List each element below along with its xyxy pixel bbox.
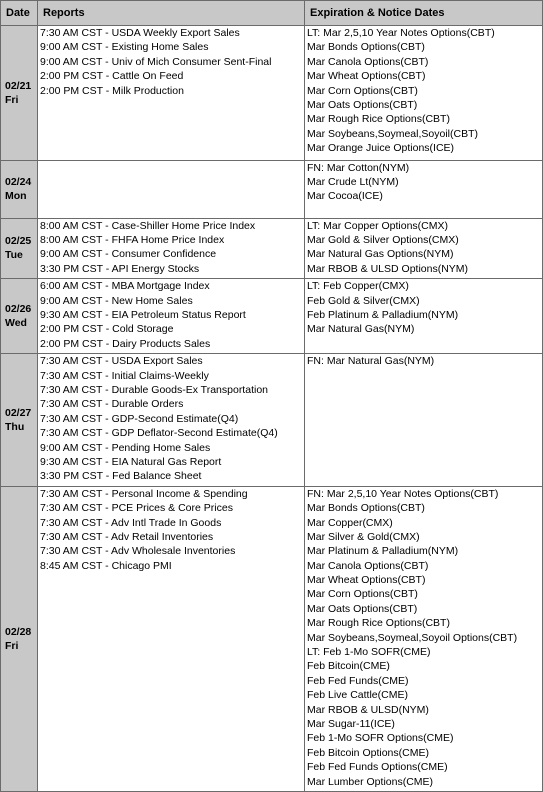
expiration-item: Feb Bitcoin(CME) <box>307 660 390 673</box>
expiration-item: Mar Soybeans,Soymeal,Soyoil(CBT) <box>307 127 478 140</box>
expiration-item: FN: Mar Natural Gas(NYM) <box>307 355 435 368</box>
expiration-item: LT: Feb 1-Mo SOFR(CME) <box>307 646 431 659</box>
reports-cell <box>38 160 305 218</box>
report-item: 2:00 PM CST - Dairy Products Sales <box>40 337 211 350</box>
report-item: 9:00 AM CST - Consumer Confidence <box>40 248 217 261</box>
report-item: 7:30 AM CST - Personal Income & Spending <box>40 487 248 500</box>
expiration-item: Mar RBOB & ULSD Options(NYM) <box>307 262 469 275</box>
report-item: 9:00 AM CST - Existing Home Sales <box>40 41 209 54</box>
day-weekday: Mon <box>5 190 27 203</box>
day-weekday: Tue <box>5 249 23 262</box>
expiration-item: Feb Live Cattle(CME) <box>307 689 408 702</box>
expiration-item: Mar Orange Juice Options(ICE) <box>307 142 455 155</box>
expiration-item: Mar Bonds Options(CBT) <box>307 502 425 515</box>
expiration-item: Mar Sugar-11(ICE) <box>307 717 395 730</box>
expiration-item: Feb Fed Funds(CME) <box>307 674 409 687</box>
day-row <box>1 279 543 354</box>
report-item: 7:30 AM CST - PCE Prices & Core Prices <box>40 502 233 515</box>
calendar-body <box>1 26 543 792</box>
expiration-item: FN: Mar 2,5,10 Year Notes Options(CBT) <box>307 487 499 500</box>
report-item: 9:30 AM CST - EIA Natural Gas Report <box>40 455 222 468</box>
report-item: 9:00 AM CST - Pending Home Sales <box>40 441 211 454</box>
report-item: 7:30 AM CST - Adv Retail Inventories <box>40 530 214 543</box>
expiration-item: Feb 1-Mo SOFR Options(CME) <box>307 732 454 745</box>
report-item: 7:30 AM CST - Durable Goods-Ex Transportation <box>40 383 268 396</box>
day-weekday: Fri <box>5 93 19 106</box>
report-item: 3:30 PM CST - API Energy Stocks <box>40 262 200 275</box>
reports-cell <box>38 26 305 161</box>
report-item: 7:30 AM CST - GDP Deflator-Second Estimate(Q4) <box>40 427 278 440</box>
expiration-item: Mar Corn Options(CBT) <box>307 84 418 97</box>
day-date: 02/28 <box>5 625 32 638</box>
reports-cell <box>38 486 305 791</box>
day-date: 02/21 <box>5 79 32 92</box>
expiration-item: Mar Crude Lt(NYM) <box>307 175 399 188</box>
report-item: 2:00 PM CST - Cattle On Feed <box>40 70 184 83</box>
report-item: 3:30 PM CST - Fed Balance Sheet <box>40 470 202 483</box>
day-date-cell <box>1 486 38 791</box>
day-weekday: Fri <box>5 639 19 652</box>
expiration-item: Mar Bonds Options(CBT) <box>307 41 425 54</box>
expiration-item: Mar Platinum & Palladium(NYM) <box>307 545 459 558</box>
expiration-item: Mar Lumber Options(CME) <box>307 775 434 788</box>
report-item: 7:30 AM CST - USDA Export Sales <box>40 355 203 368</box>
day-date: 02/25 <box>5 235 32 248</box>
expirations-cell <box>305 218 543 279</box>
day-date-cell <box>1 160 38 218</box>
expirations-cell <box>305 160 543 218</box>
expiration-item: Mar Oats Options(CBT) <box>307 602 418 615</box>
reports-cell <box>38 354 305 487</box>
day-date-cell <box>1 354 38 487</box>
reports-cell <box>38 279 305 354</box>
report-item: 7:30 AM CST - Adv Wholesale Inventories <box>40 545 236 558</box>
report-item: 7:30 AM CST - Durable Orders <box>40 398 184 411</box>
day-date-cell <box>1 279 38 354</box>
day-date: 02/27 <box>5 406 32 419</box>
expiration-item: LT: Mar 2,5,10 Year Notes Options(CBT) <box>307 27 495 39</box>
day-row <box>1 218 543 279</box>
day-row <box>1 354 543 487</box>
expiration-item: Mar Rough Rice Options(CBT) <box>307 113 450 126</box>
expiration-item: Mar Soybeans,Soymeal,Soyoil Options(CBT) <box>307 631 518 644</box>
expiration-item: Feb Fed Funds Options(CME) <box>307 761 448 774</box>
report-item: 9:00 AM CST - Univ of Mich Consumer Sent-Final <box>40 55 272 68</box>
header-row <box>1 1 543 26</box>
reports-column-header: Reports <box>38 1 305 26</box>
expiration-item: Mar Corn Options(CBT) <box>307 588 418 601</box>
expiration-item: Mar Oats Options(CBT) <box>307 98 418 111</box>
day-date-cell <box>1 26 38 161</box>
report-item: 9:30 AM CST - EIA Petroleum Status Report <box>40 309 246 322</box>
expiration-item: Feb Bitcoin Options(CME) <box>307 746 429 759</box>
report-item: 6:00 AM CST - MBA Mortgage Index <box>40 280 210 293</box>
expirations-cell <box>305 486 543 791</box>
report-item: 7:30 AM CST - GDP-Second Estimate(Q4) <box>40 412 239 425</box>
report-item: 7:30 AM CST - Adv Intl Trade In Goods <box>40 516 222 529</box>
expiration-item: Mar Wheat Options(CBT) <box>307 574 426 587</box>
expiration-item: FN: Mar Cotton(NYM) <box>307 161 410 174</box>
expiration-item: Mar Rough Rice Options(CBT) <box>307 617 450 630</box>
expiration-item: Mar Natural Gas Options(NYM) <box>307 248 454 261</box>
report-item: 8:45 AM CST - Chicago PMI <box>40 559 172 572</box>
report-item: 8:00 AM CST - FHFA Home Price Index <box>40 234 225 247</box>
expirations-cell <box>305 26 543 161</box>
expiration-item: Mar RBOB & ULSD(NYM) <box>307 703 429 716</box>
expiration-item: LT: Mar Copper Options(CMX) <box>307 219 449 232</box>
expirations-cell <box>305 279 543 354</box>
expiration-item: Mar Natural Gas(NYM) <box>307 323 415 336</box>
expiration-item: Mar Wheat Options(CBT) <box>307 70 426 83</box>
reports-cell <box>38 218 305 279</box>
report-item: 8:00 AM CST - Case-Shiller Home Price Index <box>40 219 256 232</box>
expirations-cell <box>305 354 543 487</box>
expiration-column-header: Expiration & Notice Dates <box>305 1 543 26</box>
expiration-item: Feb Gold & Silver(CMX) <box>307 294 420 307</box>
expiration-item: LT: Feb Copper(CMX) <box>307 280 409 293</box>
expiration-item: Mar Canola Options(CBT) <box>307 55 429 68</box>
day-row <box>1 26 543 161</box>
day-date: 02/26 <box>5 303 32 316</box>
day-date-cell <box>1 218 38 279</box>
expiration-item: Mar Copper(CMX) <box>307 516 393 529</box>
date-column-header: Date <box>1 1 38 26</box>
day-weekday: Thu <box>5 420 25 433</box>
report-item: 9:00 AM CST - New Home Sales <box>40 294 193 307</box>
day-row <box>1 486 543 791</box>
report-item: 7:30 AM CST - USDA Weekly Export Sales <box>40 27 240 39</box>
day-date: 02/24 <box>5 176 32 189</box>
expiration-item: Mar Canola Options(CBT) <box>307 559 429 572</box>
expiration-item: Mar Cocoa(ICE) <box>307 190 383 203</box>
expiration-item: Mar Silver & Gold(CMX) <box>307 530 420 543</box>
report-item: 2:00 PM CST - Milk Production <box>40 84 184 97</box>
day-weekday: Wed <box>5 317 27 330</box>
report-item: 2:00 PM CST - Cold Storage <box>40 323 174 336</box>
expiration-item: Feb Platinum & Palladium(NYM) <box>307 309 459 322</box>
expiration-item: Mar Gold & Silver Options(CMX) <box>307 234 459 247</box>
day-row <box>1 160 543 218</box>
report-item: 7:30 AM CST - Initial Claims-Weekly <box>40 369 209 382</box>
